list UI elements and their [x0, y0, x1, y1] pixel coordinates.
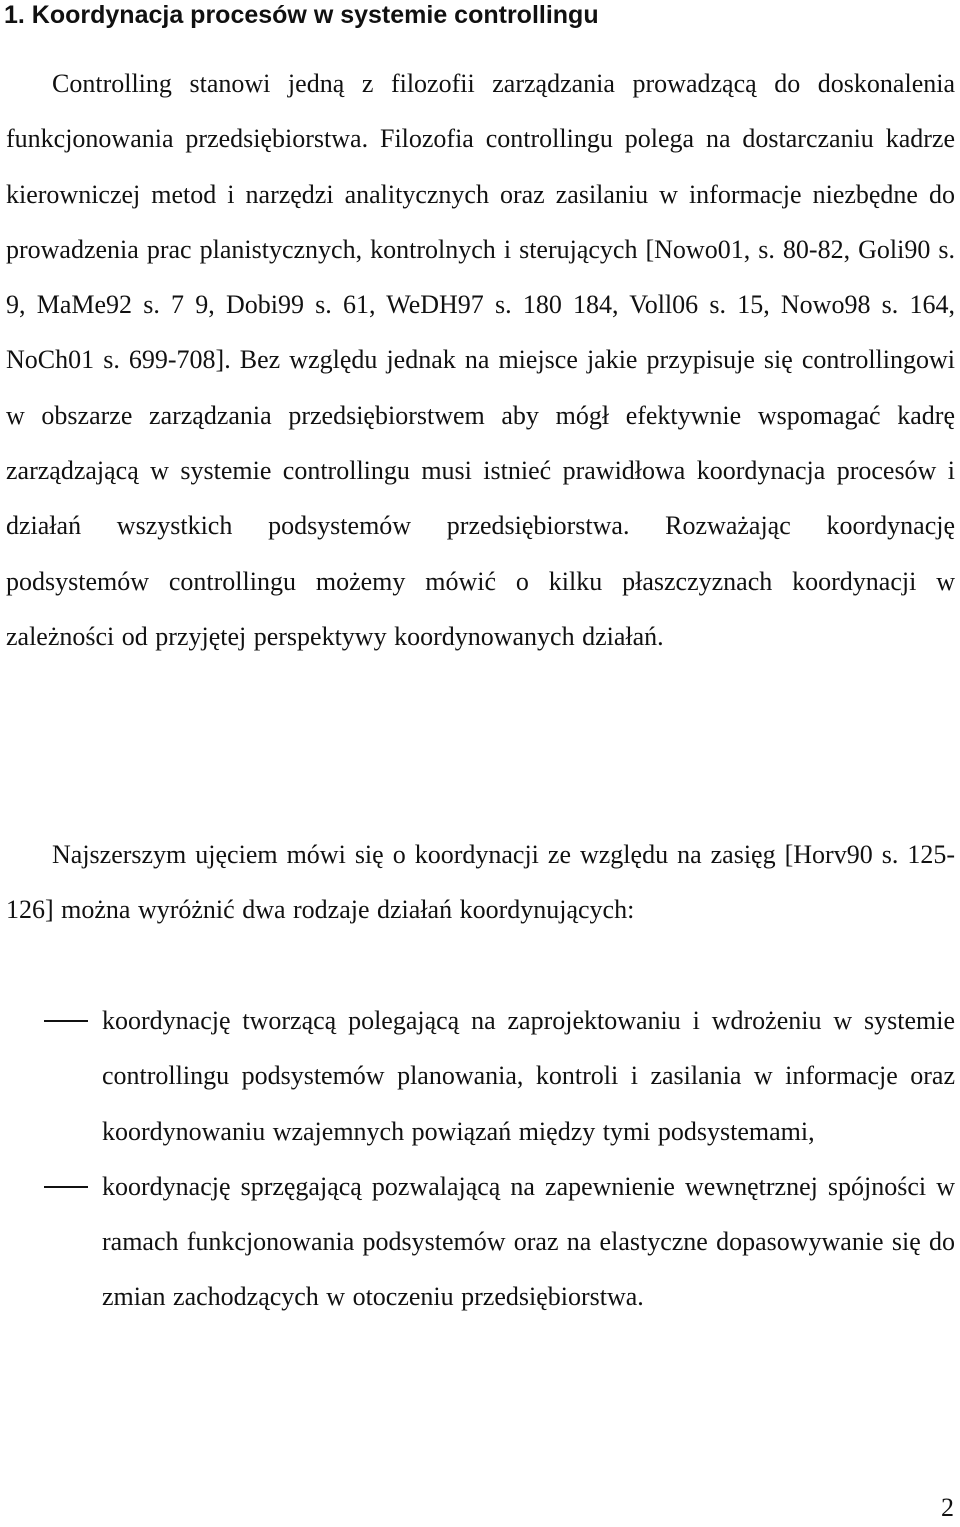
list-item-text: koordynację tworzącą polegającą na zaprojektowaniu i wdrożeniu w systemie controllingu podsystemów planowania, kontroli i zasilania w informacje oraz koordynowaniu wzajemnych powiązań między tymi podsystemami,: [102, 1006, 955, 1146]
dash-bullet-icon: [44, 1020, 88, 1022]
list-item: [0, 1159, 955, 1325]
coordination-types-list: [0, 993, 955, 1325]
list-item-text: koordynację sprzęgającą pozwalającą na zapewnienie wewnętrznej spójności w ramach funkcjonowania podsystemów oraz na elastyczne dopasowywanie się do zmian zachodzących w otoczeniu przedsiębiorstwa.: [102, 1171, 955, 1312]
page-number: 2: [941, 1493, 954, 1522]
dash-bullet-icon: [44, 1186, 88, 1188]
list-item: [0, 993, 955, 1159]
paragraph-coordination-scope: [6, 827, 955, 938]
paragraph-controlling-intro: [6, 56, 955, 664]
section-heading: 1. Koordynacja procesów w systemie controllingu: [4, 1, 599, 29]
paragraph-text: Controlling stanowi jedną z filozofii zarządzania prowadzącą do doskonalenia funkcjonowania przedsiębiorstwa. Filozofia controllingu polega na dostarczaniu kadrze kierowniczej metod i narzędzi analitycznych oraz zasilaniu w informacje niezbędne do prowadzenia prac planistycznych, kontrolnych i sterujących [Nowo01, s. 80-82, Goli90 s. 9, MaMe92 s. 7 9, Dobi99 s. 61, WeDH97 s. 180 184, Voll06 s. 15, Nowo98 s. 164, NoCh01 s. 699-708]. Bez względu jednak na miejsce jakie przypisuje się controllingowi w obszarze zarządzania przedsiębiorstwem aby mógł efektywnie wspomagać kadrę zarządzającą w systemie controllingu musi istnieć prawidłowa koordynacja procesów i działań wszystkich podsystemów przedsiębiorstwa. Rozważając koordynację podsystemów controllingu możemy mówić o kilku płaszczyznach koordynacji w zależności od przyjętej perspektywy koordynowanych działań.: [6, 69, 955, 651]
paragraph-text: Najszerszym ujęciem mówi się o koordynacji ze względu na zasięg [Horv90 s. 125-126] można wyróżnić dwa rodzaje działań koordynujących:: [6, 840, 955, 925]
